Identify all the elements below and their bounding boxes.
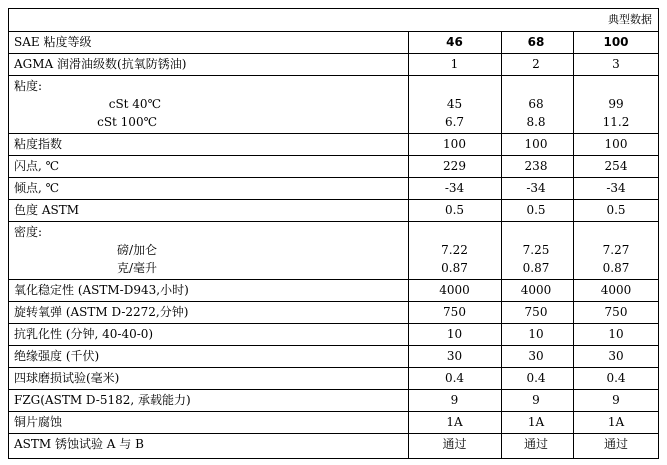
value-cell: 254 (604, 159, 628, 173)
value-cell: 11.2 (602, 115, 630, 129)
value-cell: 68 (527, 35, 545, 49)
value-cell: 30 (446, 349, 463, 363)
value-cell: 2 (532, 57, 540, 71)
value-cell: 0.87 (441, 261, 468, 275)
value-cell: 750 (524, 305, 548, 319)
row-label: SAE 粘度等级 (14, 35, 92, 49)
value-cell: -34 (606, 181, 626, 195)
value-cell: 1A (527, 415, 545, 429)
value-cell: 4000 (520, 283, 552, 297)
value-cell: 46 (446, 35, 463, 49)
value-cell: 9 (612, 393, 620, 407)
row-label: 氧化稳定性 (ASTM-D943,小时) (14, 283, 189, 297)
row-label: 倾点, ℃ (14, 181, 60, 195)
value-cell: 45 (446, 97, 463, 111)
sub-row-label: cSt 40℃ (108, 97, 161, 111)
value-cell: 30 (608, 349, 624, 363)
value-cell: 99 (608, 97, 624, 111)
value-cell: 0.4 (606, 371, 626, 385)
typical-data-note: 典型数据 (608, 13, 652, 26)
value-cell: 0.5 (526, 203, 546, 217)
value-cell: 7.27 (602, 243, 630, 257)
row-label: 粘度: (14, 79, 43, 93)
value-cell: 0.87 (602, 261, 630, 275)
sub-row-label: cSt 100℃ (97, 115, 157, 129)
value-cell: 30 (528, 349, 544, 363)
row-label: AGMA 润滑油级数(抗氧防锈油) (14, 57, 187, 71)
value-cell: 9 (532, 393, 540, 407)
value-cell: 4000 (439, 283, 470, 297)
value-cell: 通过 (442, 437, 467, 451)
column-divider (573, 31, 574, 458)
sub-row-label: 磅/加仑 (116, 243, 157, 257)
value-cell: 1 (450, 57, 459, 71)
row-label: 铜片腐蚀 (14, 415, 63, 429)
value-cell: 3 (612, 57, 620, 71)
value-cell: 1A (446, 415, 463, 429)
row-label: 四球磨损试验(毫米) (14, 371, 120, 385)
value-cell: 0.5 (444, 203, 465, 217)
row-label: FZG(ASTM D-5182, 承载能力) (14, 393, 191, 407)
row-label: 抗乳化性 (分钟, 40-40-0) (14, 327, 154, 341)
value-cell: 4000 (600, 283, 632, 297)
value-cell: -34 (526, 181, 546, 195)
row-label: ASTM 锈蚀试验 A 与 B (14, 437, 144, 451)
sub-row-label: 克/毫升 (116, 261, 157, 275)
row-label: 旋转氧弹 (ASTM D-2272,分钟) (14, 305, 189, 319)
value-cell: 100 (524, 137, 548, 151)
column-divider (501, 31, 502, 458)
value-cell: 100 (604, 137, 628, 151)
row-label: 闪点, ℃ (14, 159, 60, 173)
value-cell: 0.87 (522, 261, 550, 275)
value-cell: 238 (524, 159, 548, 173)
value-cell: 通过 (603, 437, 628, 451)
value-cell: 7.25 (522, 243, 550, 257)
value-cell: 通过 (523, 437, 548, 451)
value-cell: 10 (528, 327, 544, 341)
value-cell: 8.8 (526, 115, 546, 129)
value-cell: 0.4 (526, 371, 546, 385)
row-label: 色度 ASTM (14, 203, 79, 217)
value-cell: 229 (443, 159, 466, 173)
value-cell: 10 (446, 327, 463, 341)
value-cell: 0.4 (444, 371, 465, 385)
value-cell: 6.7 (444, 115, 465, 129)
row-label: 粘度指数 (14, 137, 63, 151)
value-cell: 10 (608, 327, 624, 341)
value-cell: 1A (607, 415, 625, 429)
value-cell: -34 (444, 181, 465, 195)
value-cell: 9 (450, 393, 459, 407)
value-cell: 68 (528, 97, 544, 111)
value-cell: 100 (603, 35, 629, 49)
value-cell: 0.5 (606, 203, 626, 217)
row-label: 密度: (14, 225, 43, 239)
value-cell: 750 (604, 305, 628, 319)
value-cell: 750 (443, 305, 466, 319)
spec-table (8, 8, 659, 459)
value-cell: 7.22 (441, 243, 468, 257)
value-cell: 100 (443, 137, 466, 151)
row-label: 绝缘强度 (千伏) (14, 349, 100, 363)
column-divider (408, 31, 409, 458)
